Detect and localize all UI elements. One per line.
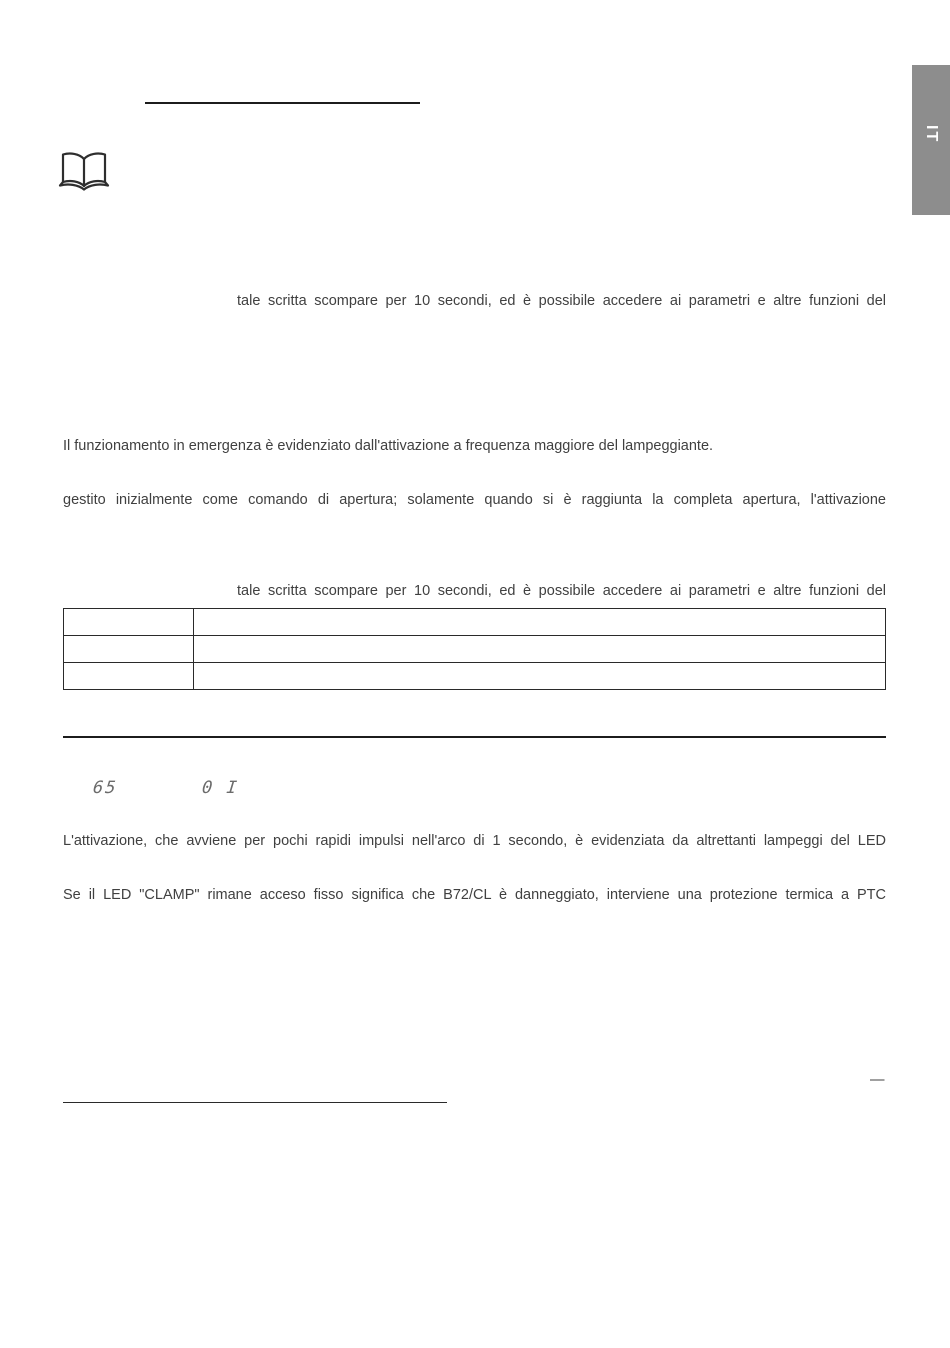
open-book-icon — [58, 148, 110, 196]
table-row — [64, 662, 885, 689]
table-cell — [194, 663, 885, 689]
table-row — [64, 609, 885, 635]
table-cell — [194, 636, 885, 662]
paragraph-activation: L'attivazione, che avviene per pochi rapidi impulsi nell'arco di 1 secondo, è evidenziata da altrettanti lampeggi del LED — [63, 832, 886, 849]
footnote-rule — [63, 1102, 447, 1103]
parameter-table — [63, 608, 886, 690]
segment-display-value-1: 65 — [91, 778, 119, 798]
table-cell — [64, 609, 194, 635]
table-cell — [64, 636, 194, 662]
segment-display-value-2: 0 I — [200, 778, 240, 798]
table-cell — [194, 609, 885, 635]
paragraph-emergency: Il funzionamento in emergenza è evidenziato dall'attivazione a frequenza maggiore del lampeggiante. — [63, 437, 714, 454]
paragraph-tail-1: tale scritta scompare per 10 secondi, ed è possibile accedere ai parametri e altre funzioni del — [237, 292, 886, 309]
footnote-dash: — — [870, 1072, 885, 1088]
paragraph-clamp-led: Se il LED "CLAMP" rimane acceso fisso significa che B72/CL è danneggiato, interviene una protezione termica a PTC — [63, 886, 886, 903]
paragraph-tail-2: tale scritta scompare per 10 secondi, ed è possibile accedere ai parametri e altre funzioni del — [237, 582, 886, 599]
section-title-underline — [145, 102, 420, 104]
section-divider-rule — [63, 736, 886, 738]
language-tab-label: IT — [923, 125, 940, 144]
paragraph-opening-command: gestito inizialmente come comando di apertura; solamente quando si è raggiunta la completa apertura, l'attivazione — [63, 491, 886, 508]
table-row — [64, 635, 885, 662]
table-cell — [64, 663, 194, 689]
language-tab-it — [912, 65, 950, 215]
